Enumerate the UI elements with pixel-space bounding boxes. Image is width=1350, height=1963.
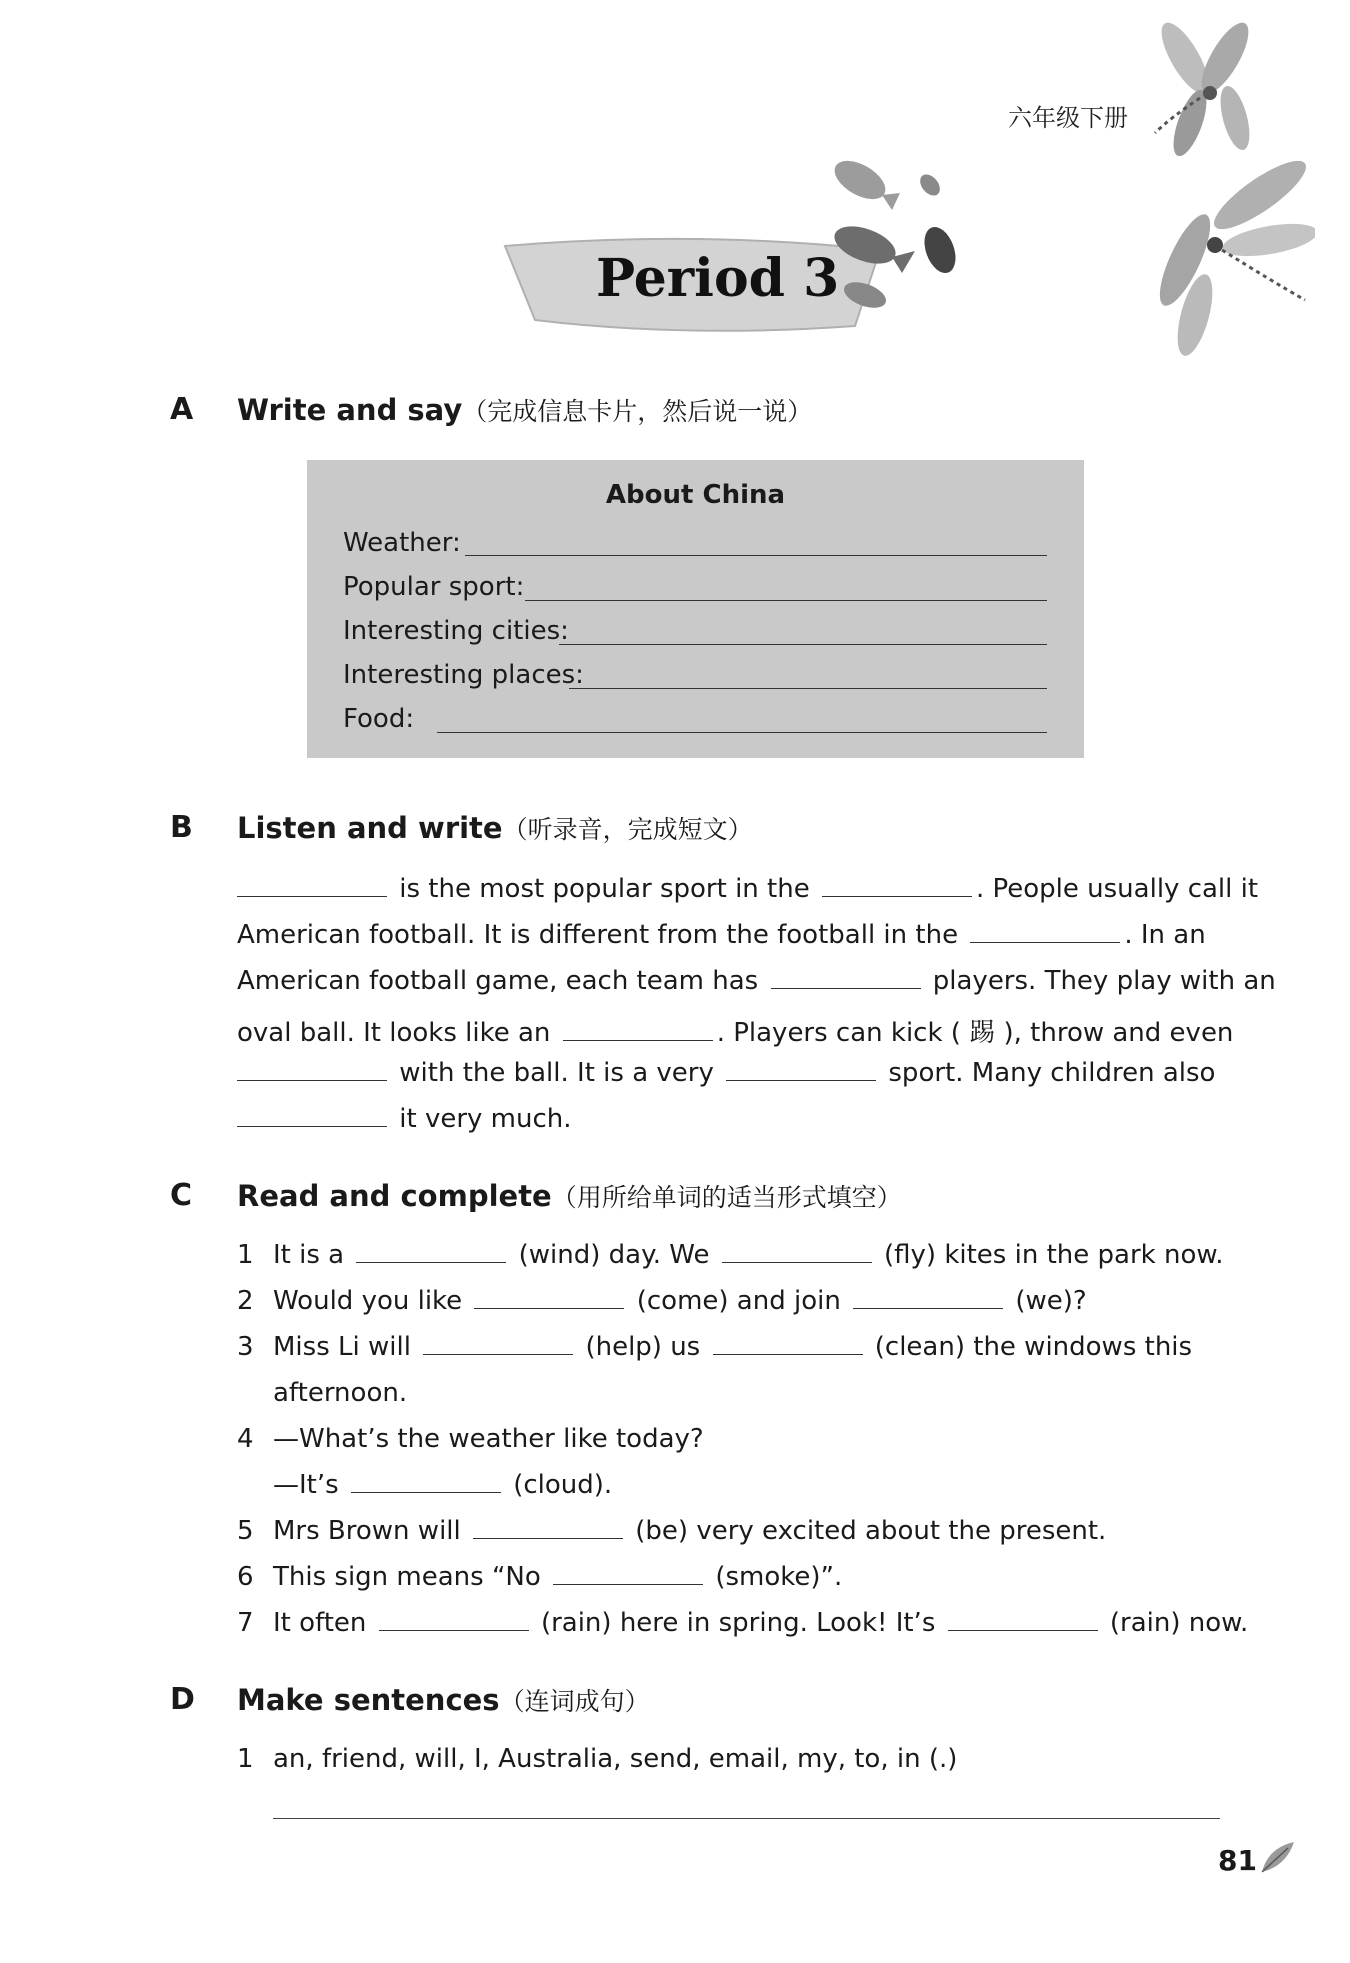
period-title: Period 3 xyxy=(596,248,840,309)
blank[interactable] xyxy=(553,1562,703,1585)
section-b-title xyxy=(237,810,753,846)
passage-text: . In an xyxy=(1124,920,1206,950)
item-text: (wind) day. We xyxy=(518,1240,710,1270)
card-field-cities: Interesting cities: xyxy=(343,616,569,646)
section-b-title-cn: （听录音，完成短文） xyxy=(502,815,753,844)
item-text: (come) and join xyxy=(636,1286,841,1316)
item-text: (fly) kites in the park now. xyxy=(884,1240,1224,1270)
section-d-title-cn: （连词成句） xyxy=(499,1687,650,1716)
passage-text: with the ball. It is a very xyxy=(399,1058,714,1088)
item-text: (be) very excited about the present. xyxy=(635,1516,1107,1546)
section-d-title-en: Make sentences xyxy=(237,1683,500,1717)
card-field-weather-line[interactable] xyxy=(465,555,1047,556)
blank[interactable] xyxy=(822,874,972,897)
dragonfly-decoration-right xyxy=(1140,150,1315,365)
section-a-title-cn: （完成信息卡片，然后说一说） xyxy=(462,397,813,426)
section-b-letter: B xyxy=(170,810,193,845)
item-number: 5 xyxy=(237,1516,254,1546)
blank[interactable] xyxy=(237,874,387,897)
passage-line-2 xyxy=(237,920,1206,950)
passage-text: American football game, each team has xyxy=(237,966,759,996)
page-number: 81 xyxy=(1218,1844,1257,1877)
section-c-title-cn: （用所给单词的适当形式填空） xyxy=(551,1183,902,1212)
card-field-places: Interesting places: xyxy=(343,660,584,690)
blank[interactable] xyxy=(970,920,1120,943)
passage-text: it very much. xyxy=(399,1104,572,1134)
item-number: 2 xyxy=(237,1286,254,1316)
dragonfly-decoration-top xyxy=(1140,18,1260,168)
item-text: (rain) here in spring. Look! It’s xyxy=(540,1608,936,1638)
card-field-sport-line[interactable] xyxy=(525,600,1047,601)
blank[interactable] xyxy=(474,1286,624,1309)
passage-line-4 xyxy=(237,1012,1233,1049)
exercise-item-3 xyxy=(273,1332,1192,1362)
card-field-food-line[interactable] xyxy=(437,732,1047,733)
card-field-food: Food: xyxy=(343,704,415,734)
leaf-icon xyxy=(1258,1838,1298,1878)
section-a-title-en: Write and say xyxy=(237,393,463,427)
section-c-letter: C xyxy=(170,1178,193,1213)
item-text: (rain) now. xyxy=(1109,1608,1249,1638)
item-number: 3 xyxy=(237,1332,254,1362)
exercise-item-5 xyxy=(273,1516,1106,1546)
section-d-title xyxy=(237,1682,650,1718)
blank[interactable] xyxy=(726,1058,876,1081)
passage-text: oval ball. It looks like an xyxy=(237,1018,551,1048)
section-a-letter: A xyxy=(170,392,194,427)
item-number: 1 xyxy=(237,1240,254,1270)
passage-text: . People usually call it xyxy=(975,874,1259,904)
item-text: It often xyxy=(273,1608,367,1638)
passage-text: sport. Many children also xyxy=(888,1058,1216,1088)
exercise-item-2 xyxy=(273,1286,1087,1316)
item-text: —It’s xyxy=(273,1470,339,1500)
passage-text: American football. It is different from the football in the xyxy=(237,920,959,950)
item-text: (clean) the windows this xyxy=(874,1332,1193,1362)
item-text: Mrs Brown will xyxy=(273,1516,461,1546)
card-field-weather: Weather: xyxy=(343,528,461,558)
item-text: (cloud). xyxy=(513,1470,613,1500)
item-text: Would you like xyxy=(273,1286,463,1316)
item-text: Miss Li will xyxy=(273,1332,411,1362)
section-d-letter: D xyxy=(170,1682,195,1717)
grade-label: 六年级下册 xyxy=(1008,104,1128,132)
section-c-title xyxy=(237,1178,902,1214)
blank[interactable] xyxy=(713,1332,863,1355)
section-a-title xyxy=(237,392,812,428)
blank[interactable] xyxy=(722,1240,872,1263)
card-field-cities-line[interactable] xyxy=(559,644,1047,645)
blank[interactable] xyxy=(853,1286,1003,1309)
blank[interactable] xyxy=(237,1058,387,1081)
passage-text: players. They play with an xyxy=(932,966,1276,996)
blank[interactable] xyxy=(379,1608,529,1631)
passage-text: . Players can kick ( 踢 ), throw and even xyxy=(716,1018,1234,1048)
item-number: 6 xyxy=(237,1562,254,1592)
section-b-title-en: Listen and write xyxy=(237,811,503,845)
item-text: This sign means “No xyxy=(273,1562,541,1592)
blank[interactable] xyxy=(473,1516,623,1539)
card-title: About China xyxy=(605,480,786,510)
sentence-words: an, friend, will, I, Australia, send, email, my, to, in (.) xyxy=(273,1744,958,1774)
blank[interactable] xyxy=(563,1018,713,1041)
passage-text: is the most popular sport in the xyxy=(399,874,810,904)
answer-line[interactable] xyxy=(273,1818,1220,1819)
item-number: 1 xyxy=(237,1744,254,1774)
info-card xyxy=(307,460,1084,758)
item-number: 7 xyxy=(237,1608,254,1638)
blank[interactable] xyxy=(356,1240,506,1263)
item-text: (smoke)”. xyxy=(715,1562,843,1592)
fish-decoration xyxy=(820,155,980,330)
item-number: 4 xyxy=(237,1424,254,1454)
item-text: (help) us xyxy=(585,1332,701,1362)
exercise-item-3-cont: afternoon. xyxy=(273,1378,408,1408)
exercise-item-6 xyxy=(273,1562,842,1592)
passage-line-6 xyxy=(237,1104,572,1134)
blank[interactable] xyxy=(423,1332,573,1355)
passage-line-1 xyxy=(237,874,1258,904)
item-text: (we)? xyxy=(1015,1286,1087,1316)
exercise-item-1 xyxy=(273,1240,1224,1270)
blank[interactable] xyxy=(237,1104,387,1127)
blank[interactable] xyxy=(771,966,921,989)
section-c-title-en: Read and complete xyxy=(237,1179,552,1213)
card-field-sport: Popular sport: xyxy=(343,572,525,602)
blank[interactable] xyxy=(948,1608,1098,1631)
blank[interactable] xyxy=(351,1470,501,1493)
passage-line-5 xyxy=(237,1058,1215,1088)
card-field-places-line[interactable] xyxy=(569,688,1047,689)
item-text: It is a xyxy=(273,1240,345,1270)
exercise-item-4-answer xyxy=(273,1470,612,1500)
exercise-item-7 xyxy=(273,1608,1248,1638)
passage-line-3 xyxy=(237,966,1276,996)
exercise-item-4-question: —What’s the weather like today? xyxy=(273,1424,704,1454)
